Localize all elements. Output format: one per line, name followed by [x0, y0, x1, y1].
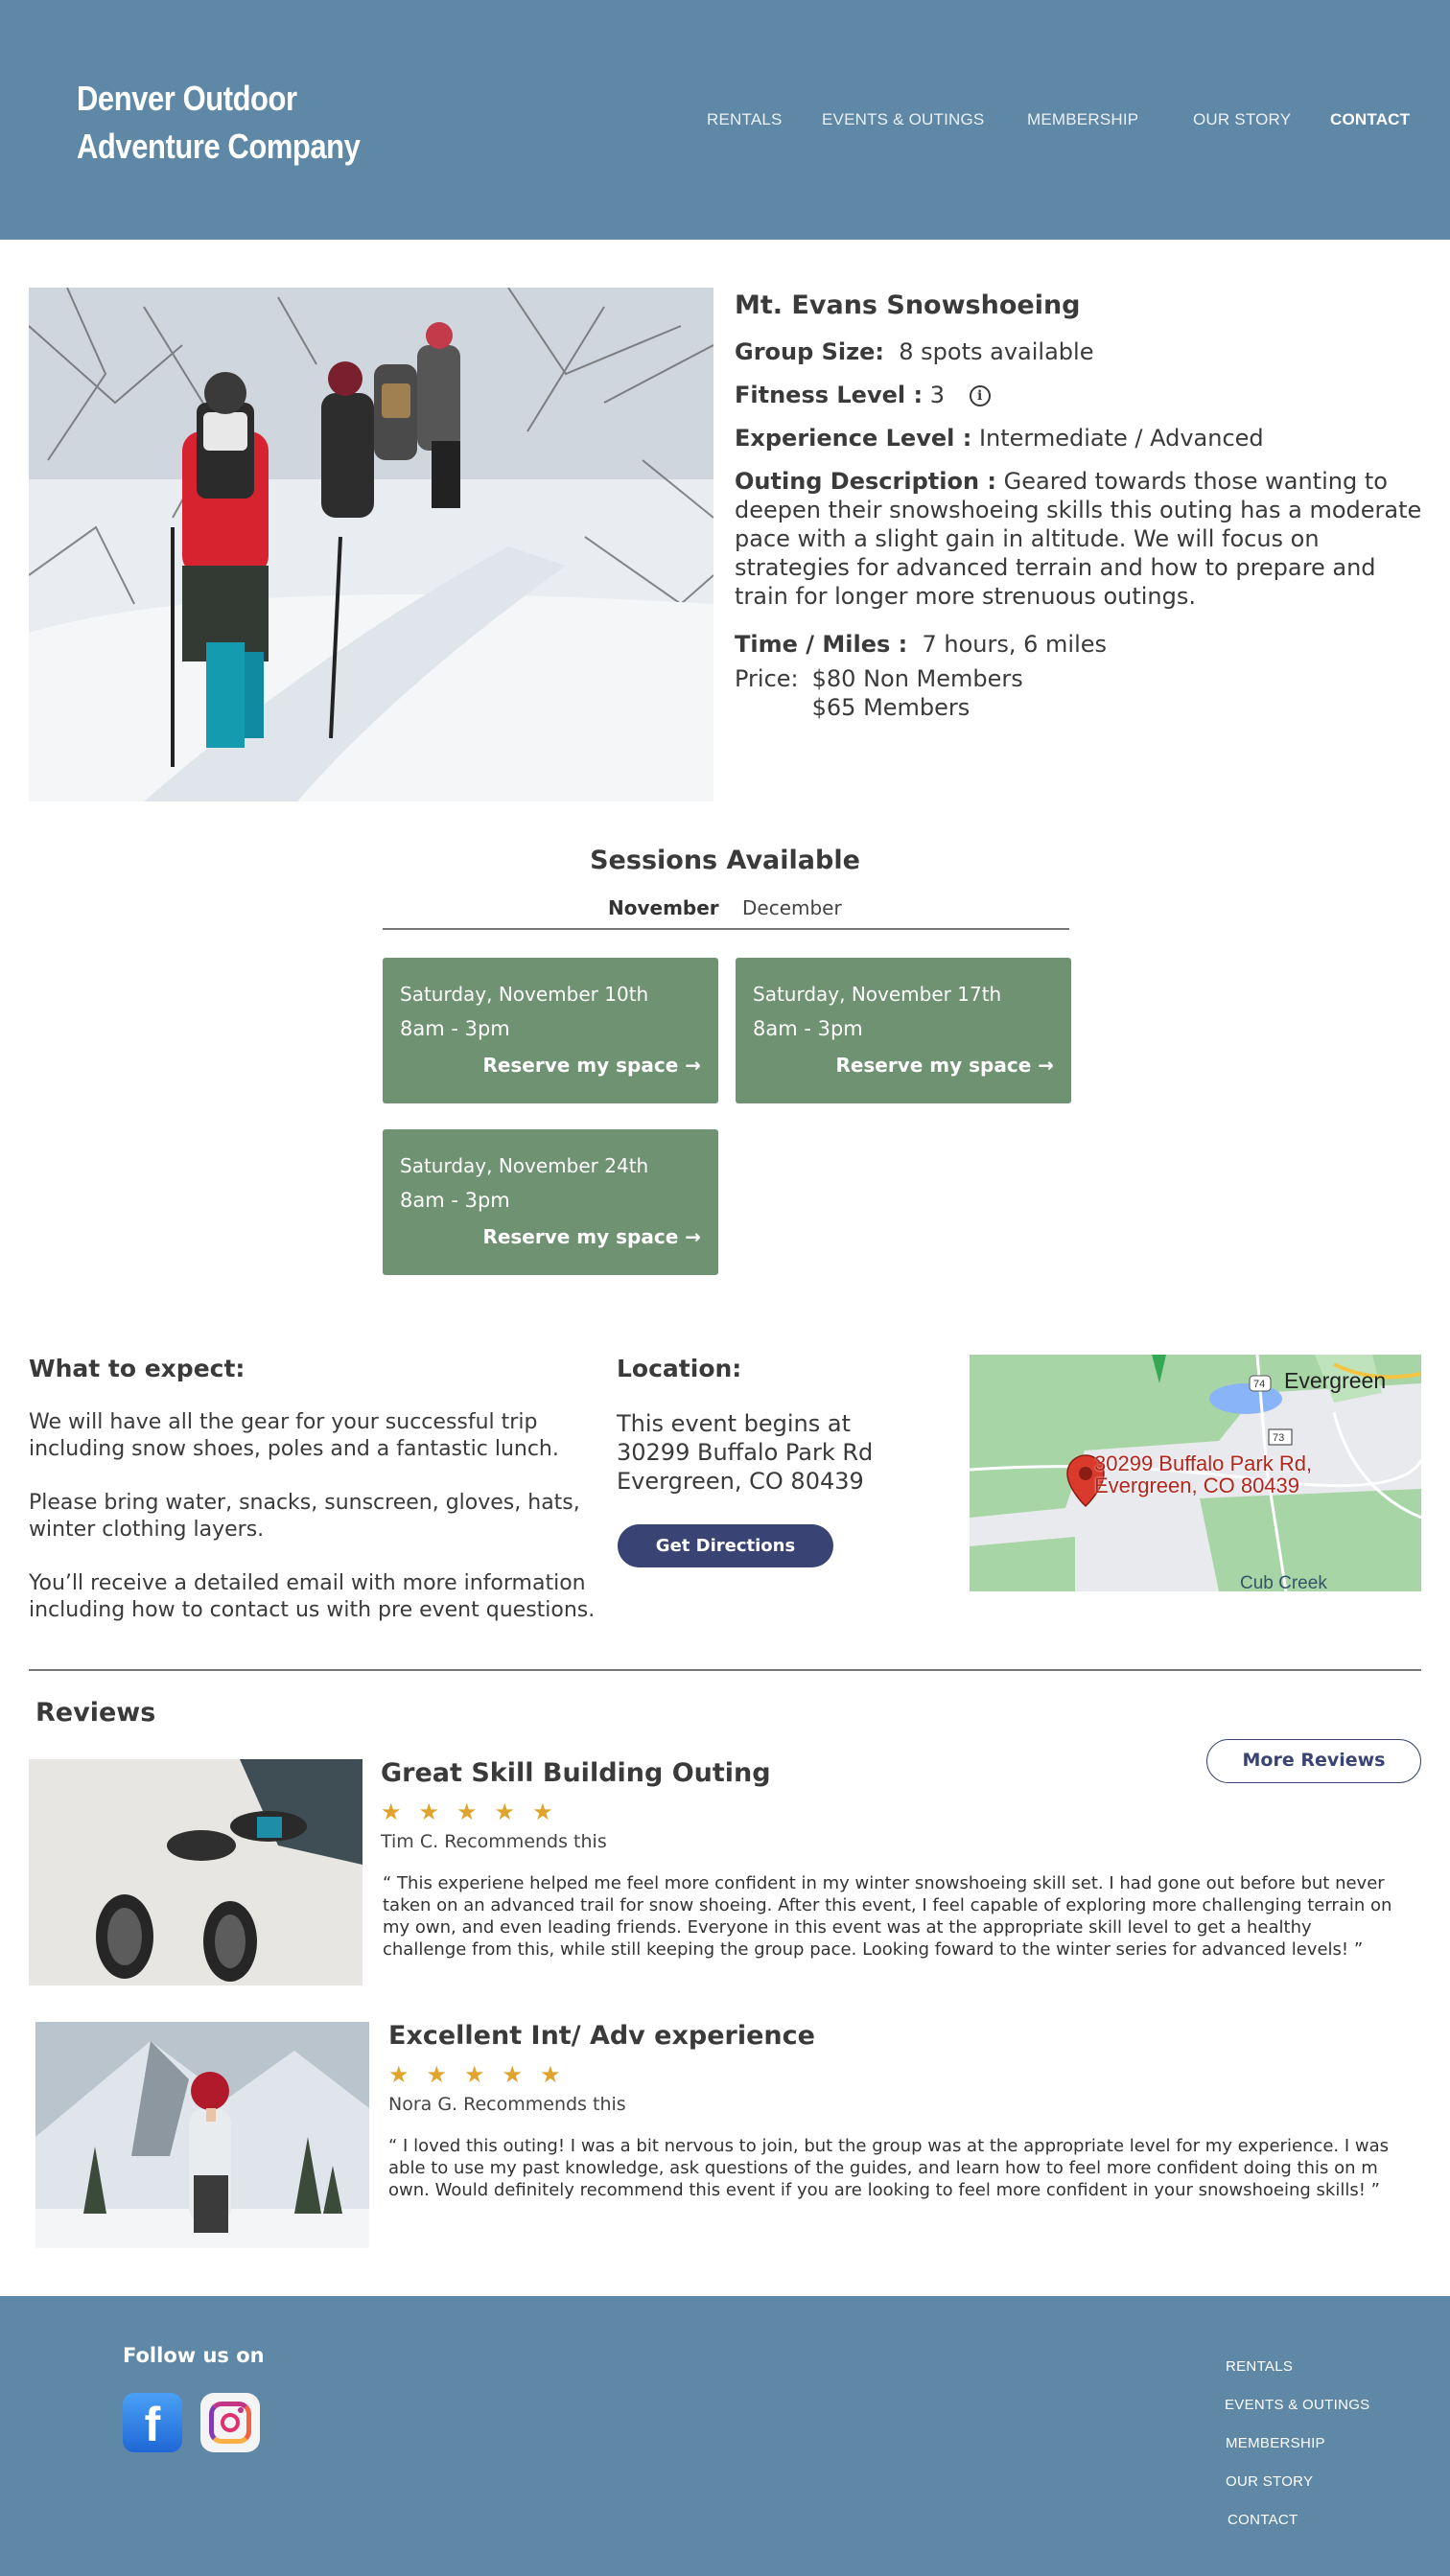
map-pin-label [1094, 1452, 1312, 1497]
nav-our-story[interactable]: OUR STORY [1193, 110, 1292, 128]
follow-us-label: Follow us on [123, 2344, 265, 2367]
footer-nav-membership[interactable]: MEMBERSHIP [1226, 2435, 1325, 2451]
time-row [735, 630, 1425, 659]
session-date: Saturday, November 10th [400, 983, 649, 1006]
instagram-lens [221, 2413, 240, 2432]
group-size-label: Group Size: [735, 338, 884, 365]
location-line: This event begins at [617, 1410, 852, 1437]
reviewer-name: Tim C. Recommends this [381, 1831, 607, 1852]
time-value: 7 hours, 6 miles [922, 631, 1107, 658]
more-reviews-button[interactable]: More Reviews [1206, 1739, 1421, 1783]
reserve-button[interactable]: Reserve my space → [482, 1225, 701, 1248]
section-divider [29, 1669, 1421, 1671]
info-icon[interactable]: i [970, 385, 991, 406]
session-card[interactable] [383, 1129, 718, 1275]
facebook-icon[interactable]: f [123, 2393, 182, 2452]
nav-rentals[interactable]: RENTALS [707, 110, 783, 128]
star-rating: ★★★★★ [388, 2061, 578, 2088]
description-row [735, 467, 1425, 611]
group-size-value: 8 spots available [899, 338, 1094, 365]
location-address [617, 1409, 873, 1496]
route-74-label: 74 [1253, 1379, 1266, 1390]
footer-nav-our-story[interactable]: OUR STORY [1226, 2473, 1314, 2490]
sessions-title: Sessions Available [590, 846, 860, 875]
reserve-button[interactable]: Reserve my space → [482, 1054, 701, 1077]
event-title: Mt. Evans Snowshoeing [735, 290, 1081, 320]
review-photo [29, 1759, 362, 1985]
event-details [735, 291, 1425, 722]
group-size-row [735, 337, 1425, 366]
reviews-heading: Reviews [35, 1698, 156, 1728]
experience-label: Experience Level : [735, 425, 972, 452]
nav-events[interactable]: EVENTS & OUTINGS [822, 110, 985, 128]
session-time: 8am - 3pm [400, 1017, 510, 1040]
expect-paragraph: You’ll receive a detailed email with more information including how to contact us with pre event questions. [29, 1571, 596, 1622]
review-photo [35, 2022, 369, 2248]
session-card[interactable] [736, 958, 1071, 1103]
footer-nav-contact[interactable]: CONTACT [1228, 2512, 1298, 2528]
review-title: Excellent Int/ Adv experience [388, 2021, 815, 2051]
price-label: Price: [735, 665, 799, 692]
month-tabs [383, 896, 1069, 930]
get-directions-button[interactable]: Get Directions [618, 1524, 833, 1567]
location-line: 30299 Buffalo Park Rd [617, 1439, 874, 1466]
reserve-button[interactable]: Reserve my space → [835, 1054, 1054, 1077]
footer-nav-events[interactable]: EVENTS & OUTINGS [1225, 2397, 1370, 2413]
instagram-flash [238, 2407, 244, 2413]
location-heading: Location: [617, 1355, 742, 1382]
footer-nav-rentals[interactable]: RENTALS [1226, 2358, 1294, 2375]
location-line: Evergreen, CO 80439 [617, 1468, 864, 1495]
map-town-label: Evergreen [1284, 1368, 1387, 1393]
time-label: Time / Miles : [735, 631, 908, 658]
star-rating: ★★★★★ [381, 1799, 571, 1825]
map-pin-line: Evergreen, CO 80439 [1094, 1474, 1300, 1497]
session-card[interactable] [383, 958, 718, 1103]
price-non-members: $80 Non Members [811, 665, 1023, 692]
session-time: 8am - 3pm [400, 1189, 510, 1212]
expect-paragraph: Please bring water, snacks, sunscreen, gloves, hats, winter clothing layers. [29, 1491, 580, 1542]
site-header [0, 0, 1450, 240]
instagram-icon[interactable] [200, 2393, 260, 2452]
review-text: “ I loved this outing! I was a bit nervous to join, but the group was at the appropriate level for my experience. I was able to use my past knowledge, ask questions of the guides, and learn how to feel more confident doing this on m own. Would definitely recommend this event if you are looking to feel more confident in your snowshoeing skills! ” [388, 2136, 1390, 2200]
reviewer-name: Nora G. Recommends this [388, 2094, 626, 2115]
price-members: $65 Members [811, 694, 971, 721]
review-text: “ This experiene helped me feel more confident in my winter snowshoeing skill set. I had gone out before but never taken on an advanced trail for snow shoeing. After this event, I feel capable of exploring more challenging terrain on my own, and even leading friends. Everyone in this event was at the appropriate skill level to get a healthy challenge from this, while still keeping the group pace. Looking foward to the winter series for advanced levels! ” [383, 1873, 1392, 1960]
description-label: Outing Description : [735, 468, 996, 495]
tab-december[interactable]: December [742, 896, 842, 919]
session-time: 8am - 3pm [753, 1017, 863, 1040]
description-value: Geared towards those wanting to deepen their snowshoeing skills this outing has a moderate pace with a slight gain in altitude. We will focus on strategies for advanced terrain and how to prepare and train for longer more strenuous outings. [735, 468, 1422, 610]
fitness-row [735, 381, 1425, 409]
brand-line-2: Adventure Company [77, 127, 361, 166]
experience-value: Intermediate / Advanced [978, 425, 1264, 452]
event-hero-photo [29, 288, 713, 801]
map-town-label: Cub Creek [1240, 1573, 1327, 1591]
brand-logo[interactable] [77, 75, 360, 171]
experience-row [735, 424, 1425, 453]
nav-contact[interactable]: CONTACT [1330, 110, 1411, 128]
map-pin-line: 30299 Buffalo Park Rd, [1094, 1451, 1313, 1475]
session-date: Saturday, November 24th [400, 1154, 649, 1177]
expect-heading: What to expect: [29, 1355, 246, 1382]
tab-november[interactable]: November [608, 896, 719, 919]
price-row [735, 664, 1425, 722]
fitness-value: 3 [929, 382, 945, 408]
session-date: Saturday, November 17th [753, 983, 1002, 1006]
location-map[interactable] [970, 1355, 1421, 1591]
expect-paragraph: We will have all the gear for your successful trip including snow shoes, poles and a fantastic lunch. [29, 1410, 559, 1461]
price-values [812, 664, 1023, 722]
expect-body [29, 1409, 604, 1651]
site-footer [0, 2296, 1450, 2576]
brand-line-1: Denver Outdoor [77, 79, 297, 118]
nav-membership[interactable]: MEMBERSHIP [1027, 110, 1139, 128]
review-title: Great Skill Building Outing [381, 1758, 771, 1788]
fitness-label: Fitness Level : [735, 382, 924, 408]
route-73-label: 73 [1273, 1432, 1285, 1444]
